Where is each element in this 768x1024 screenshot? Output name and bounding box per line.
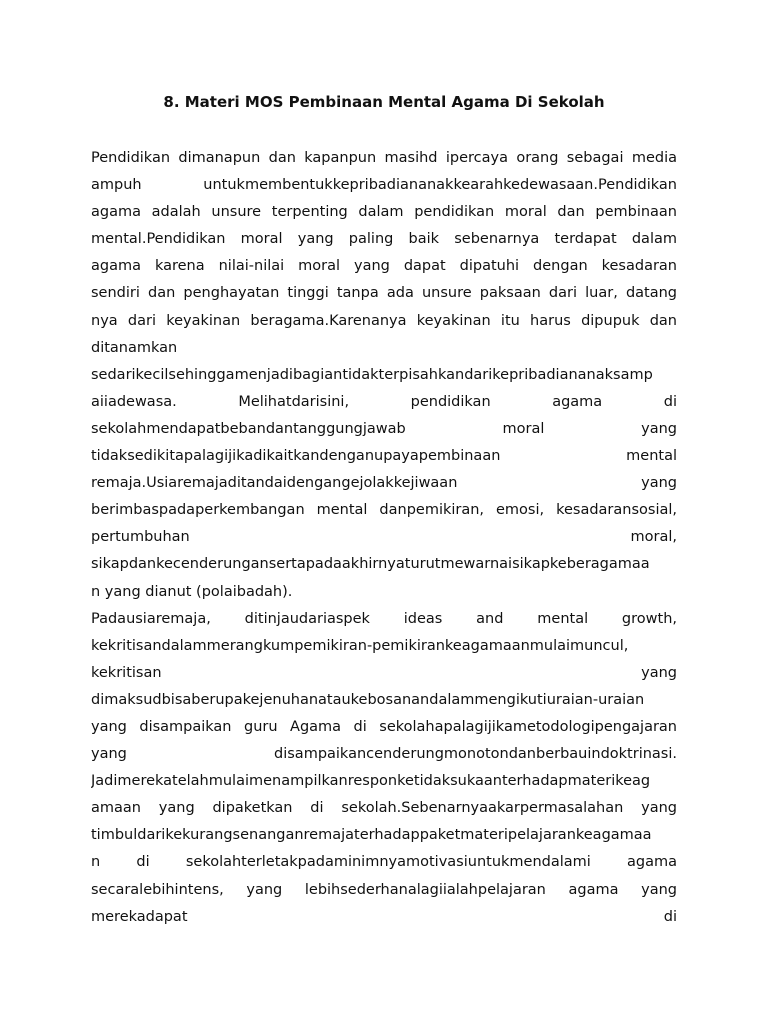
text-line: kekritisandalammerangkumpemikiran-pemikirankeagamaanmulaimuncul, [91, 637, 629, 654]
text-line: yang disampaikan guru Agama di sekolahapalagijikametodologipengajaran [91, 718, 677, 735]
text-line: secaralebihintens, yang lebihsederhanalagiialahpelajaran agama yang [91, 881, 677, 898]
text-line: tidaksedikitapalagijikadikaitkandenganupayapembinaan mental [91, 448, 677, 465]
text-line: sekolahmendapatbebandantanggungjawab moral yang [91, 420, 677, 437]
text-line: pertumbuhan moral, [91, 529, 677, 546]
text-line: amaan yang dipaketkan di sekolah.Sebenarnyaakarpermasalahan yang [91, 800, 677, 817]
text-line: dimaksudbisaberupakejenuhanataukebosanandalammengikutiuraian-uraian [91, 691, 645, 708]
text-line: n di sekolahterletakpadaminimnyamotivasiuntukmendalami agama [91, 854, 677, 871]
text-line: sedarikecilsehinggamenjadibagiantidakterpisahkandarikepribadiananaksamp [91, 366, 653, 383]
text-line: n yang dianut (polaibadah). [91, 583, 293, 600]
text-line: sendiri dan penghayatan tinggi tanpa ada unsure paksaan dari luar, datang [91, 285, 677, 302]
text-line: mental.Pendidikan moral yang paling baik sebenarnya terdapat dalam [91, 231, 677, 248]
text-line: kekritisan yang [91, 664, 677, 681]
text-line: timbuldarikekurangsenanganremajaterhadappaketmateripelajarankeagamaa [91, 827, 652, 844]
text-line: merekadapat di [91, 908, 677, 925]
text-line: Padausiaremaja, ditinjaudariaspek ideas and mental growth, [91, 610, 677, 627]
text-line: remaja.Usiaremajaditandaidengangejolakkejiwaan yang [91, 475, 677, 492]
text-line: sikapdankecenderungansertapadaakhirnyaturutmewarnaisikapkeberagamaa [91, 556, 650, 573]
body-text [91, 145, 677, 931]
text-line: ditanamkan [91, 339, 178, 356]
text-line: agama adalah unsure terpenting dalam pendidikan moral dan pembinaan [91, 204, 677, 221]
text-line: nya dari keyakinan beragama.Karenanya keyakinan itu harus dipupuk dan [91, 312, 677, 329]
page-title: 8. Materi MOS Pembinaan Mental Agama Di Sekolah [163, 93, 605, 111]
text-line: agama karena nilai-nilai moral yang dapat dipatuhi dengan kesadaran [91, 258, 677, 275]
text-line: berimbaspadaperkembangan mental danpemikiran, emosi, kesadaransosial, [91, 502, 677, 519]
text-line: ampuh untukmembentukkepribadiananakkearahkedewasaan.Pendidikan [91, 177, 677, 194]
text-line: Jadimerekatelahmulaimenampilkanresponketidaksukaanterhadapmaterikeag [91, 773, 651, 790]
text-line: aiiadewasa. Melihatdarisini, pendidikan agama di [91, 393, 677, 410]
text-line: Pendidikan dimanapun dan kapanpun masihd ipercaya orang sebagai media [91, 150, 677, 166]
text-line: yang disampaikancenderungmonotondanberbauindoktrinasi. [91, 746, 677, 763]
